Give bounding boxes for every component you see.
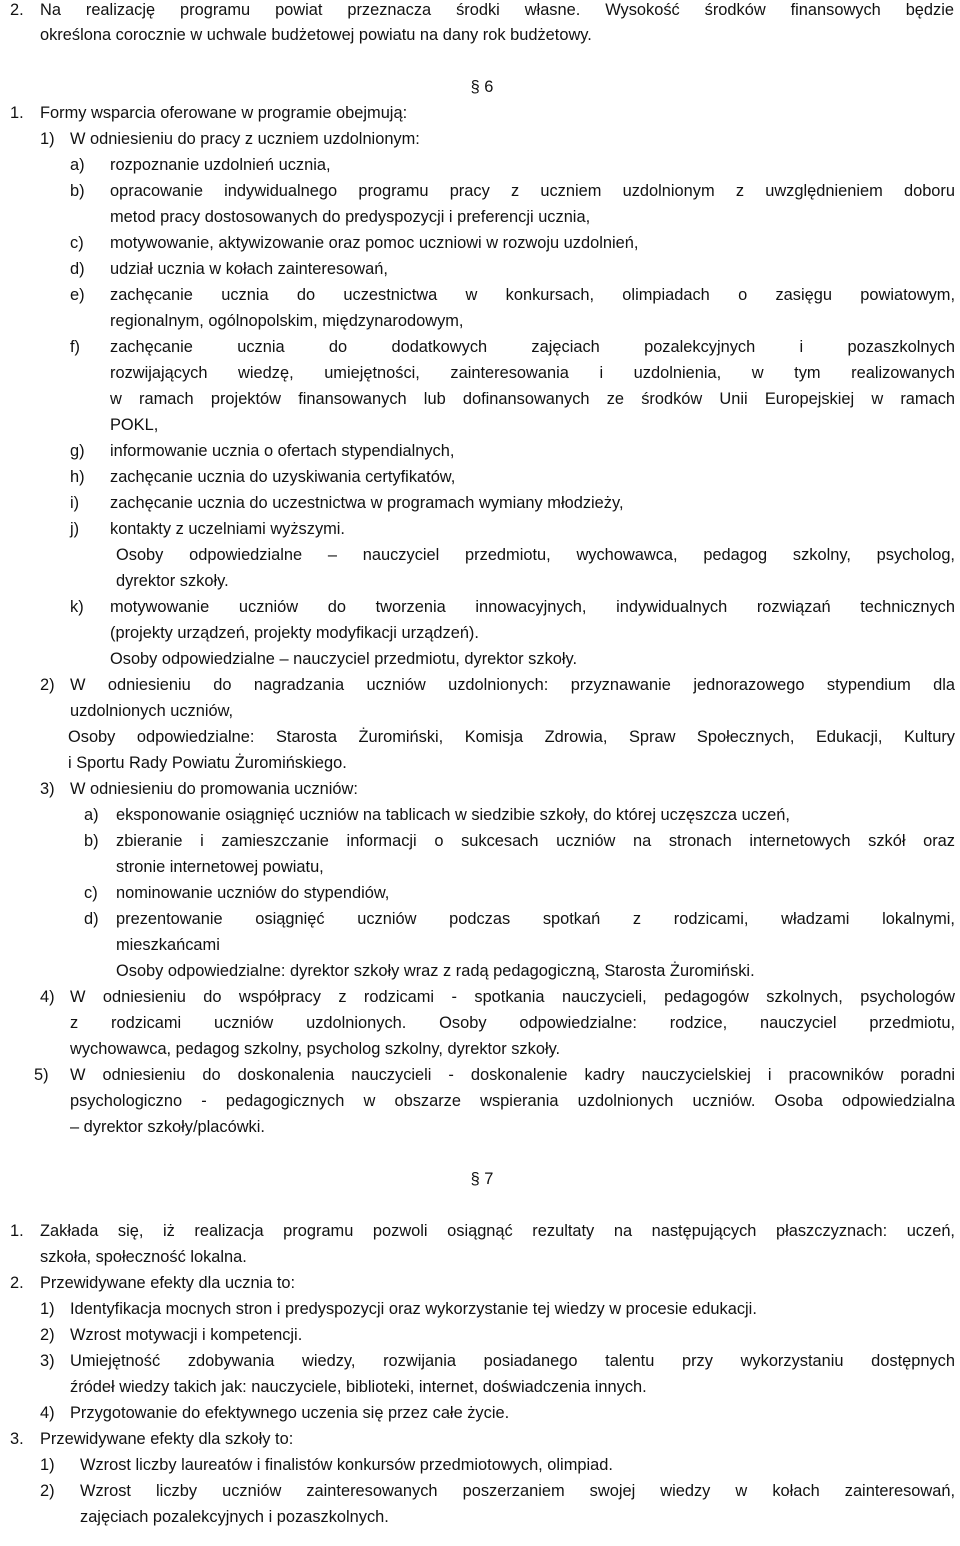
- list-item-text: Wzrost motywacji i kompetencji.: [70, 1326, 303, 1344]
- paragraph-line: Formy wsparcia oferowane w programie obejmują:: [40, 104, 408, 122]
- list-item-text: informowanie ucznia o ofertach stypendialnych,: [110, 442, 455, 460]
- list-number: 3): [40, 1352, 55, 1370]
- list-number: 2): [40, 1326, 55, 1344]
- list-number: 2): [40, 1482, 55, 1500]
- list-item-text: w ramach projektów finansowanych lub dofinansowanych ze środków Unii Europejskiej w ramach: [110, 390, 955, 408]
- paragraph-line: – dyrektor szkoły/placówki.: [70, 1118, 265, 1136]
- list-item-text: regionalnym, ogólnopolskim, międzynarodowym,: [110, 312, 464, 330]
- list-item-text: zajęciach pozalekcyjnych i pozaszkolnych.: [80, 1508, 389, 1526]
- list-item-text: źródeł wiedzy takich jak: nauczyciele, biblioteki, internet, doświadczenia innych.: [70, 1378, 647, 1396]
- paragraph-line: wychowawca, pedagog szkolny, psycholog szkolny, dyrektor szkoły.: [70, 1040, 561, 1058]
- list-number: 5): [34, 1066, 49, 1084]
- section-heading-7: § 7: [470, 1170, 494, 1188]
- paragraph-line: psychologiczno - pedagogicznych w obszarze wspierania uzdolnionych uczniów. Osoba odpowiedzialna: [70, 1092, 955, 1110]
- paragraph-line: szkoła, społeczność lokalna.: [40, 1248, 247, 1266]
- list-item-text: mieszkańcami: [116, 936, 220, 954]
- list-number: 4): [40, 988, 55, 1006]
- list-item-text: kontakty z uczelniami wyższymi.: [110, 520, 345, 538]
- list-number: 2): [40, 676, 55, 694]
- list-letter: h): [70, 468, 85, 486]
- responsible-persons: Osoby odpowiedzialne – nauczyciel przedmiotu, wychowawca, pedagog szkolny, psycholog,: [116, 546, 955, 564]
- paragraph-line: W odniesieniu do współpracy z rodzicami - spotkania nauczycieli, pedagogów szkolnych, psychologów: [70, 988, 955, 1006]
- list-number: 1.: [10, 1222, 24, 1240]
- list-number: 1): [40, 1456, 55, 1474]
- list-letter: d): [84, 910, 99, 928]
- list-number: 1): [40, 1300, 55, 1318]
- list-item-text: nominowanie uczniów do stypendiów,: [116, 884, 390, 902]
- list-item-text: metod pracy dostosowanych do predyspozycji i preferencji ucznia,: [110, 208, 591, 226]
- list-item-text: zbieranie i zamieszczanie informacji o sukcesach uczniów na stronach internetowych szkół oraz: [116, 832, 955, 850]
- list-item-text: Wzrost liczby uczniów zainteresowanych poszerzaniem swojej wiedzy w kołach zainteresowań,: [80, 1482, 955, 1500]
- paragraph-line: Na realizację programu powiat przeznacza środki własne. Wysokość środków finansowych będzie: [40, 1, 954, 19]
- list-number: 1): [40, 130, 55, 148]
- list-number: 2.: [10, 1274, 24, 1292]
- list-number: 3.: [10, 1430, 24, 1448]
- list-item-text: rozwijających wiedzę, umiejętności, zainteresowania i uzdolnienia, w tym realizowanych: [110, 364, 955, 382]
- list-letter: k): [70, 598, 84, 616]
- list-number: 3): [40, 780, 55, 798]
- paragraph-line: Przewidywane efekty dla szkoły to:: [40, 1430, 294, 1448]
- paragraph-line: Przewidywane efekty dla ucznia to:: [40, 1274, 296, 1292]
- paragraph-line: W odniesieniu do doskonalenia nauczycieli - doskonalenie kadry nauczycielskiej i pracowników poradni: [70, 1066, 955, 1084]
- paragraph-line: W odniesieniu do nagradzania uczniów uzdolnionych: przyznawanie jednorazowego stypendium dla: [70, 676, 955, 694]
- responsible-persons: Osoby odpowiedzialne: Starosta Żuromiński, Komisja Zdrowia, Spraw Społecznych, Edukacji, Kultury: [68, 728, 955, 746]
- list-item-text: (projekty urządzeń, projekty modyfikacji urządzeń).: [110, 624, 479, 642]
- list-letter: d): [70, 260, 85, 278]
- list-letter: j): [70, 520, 80, 538]
- list-item-text: Umiejętność zdobywania wiedzy, rozwijania posiadanego talentu przy wykorzystaniu dostępnych: [70, 1352, 955, 1370]
- responsible-persons: Osoby odpowiedzialne – nauczyciel przedmiotu, dyrektor szkoły.: [110, 650, 578, 668]
- list-item-text: motywowanie, aktywizowanie oraz pomoc uczniowi w rozwoju uzdolnień,: [110, 234, 639, 252]
- list-item-text: udział ucznia w kołach zainteresowań,: [110, 260, 388, 278]
- list-item-text: prezentowanie osiągnięć uczniów podczas spotkań z rodzicami, władzami lokalnymi,: [116, 910, 955, 928]
- list-letter: c): [84, 884, 98, 902]
- list-item-text: stronie internetowej powiatu,: [116, 858, 324, 876]
- list-item-text: zachęcanie ucznia do uzyskiwania certyfikatów,: [110, 468, 456, 486]
- list-item-text: POKL,: [110, 416, 159, 434]
- list-letter: g): [70, 442, 85, 460]
- paragraph-line: z rodzicami uczniów uzdolnionych. Osoby odpowiedzialne: rodzice, nauczyciel przedmiotu,: [70, 1014, 955, 1032]
- paragraph-line: określona corocznie w uchwale budżetowej powiatu na dany rok budżetowy.: [40, 26, 592, 44]
- list-number: 2.: [10, 1, 24, 19]
- section-heading-6: § 6: [470, 78, 494, 96]
- responsible-persons: Osoby odpowiedzialne: dyrektor szkoły wraz z radą pedagogiczną, Starosta Żuromiński.: [116, 962, 755, 980]
- list-number: 4): [40, 1404, 55, 1422]
- paragraph-line: W odniesieniu do pracy z uczniem uzdolnionym:: [70, 130, 420, 148]
- list-letter: i): [70, 494, 80, 512]
- list-letter: e): [70, 286, 85, 304]
- paragraph-line: W odniesieniu do promowania uczniów:: [70, 780, 358, 798]
- list-item-text: opracowanie indywidualnego programu pracy z uczniem uzdolnionym z uwzględnieniem doboru: [110, 182, 955, 200]
- list-letter: b): [84, 832, 99, 850]
- list-letter: f): [70, 338, 81, 356]
- list-item-text: zachęcanie ucznia do uczestnictwa w programach wymiany młodzieży,: [110, 494, 624, 512]
- paragraph-line: uzdolnionych uczniów,: [70, 702, 234, 720]
- list-item-text: rozpoznanie uzdolnień ucznia,: [110, 156, 331, 174]
- list-item-text: Wzrost liczby laureatów i finalistów konkursów przedmiotowych, olimpiad.: [80, 1456, 613, 1474]
- responsible-persons: i Sportu Rady Powiatu Żuromińskiego.: [68, 754, 347, 772]
- list-letter: c): [70, 234, 84, 252]
- list-item-text: zachęcanie ucznia do uczestnictwa w konkursach, olimpiadach o zasięgu powiatowym,: [110, 286, 955, 304]
- list-item-text: eksponowanie osiągnięć uczniów na tablicach w siedzibie szkoły, do której uczęszcza uczeń,: [116, 806, 790, 824]
- list-item-text: motywowanie uczniów do tworzenia innowacyjnych, indywidualnych rozwiązań technicznych: [110, 598, 955, 616]
- list-number: 1.: [10, 104, 24, 122]
- responsible-persons: dyrektor szkoły.: [116, 572, 229, 590]
- list-letter: a): [70, 156, 85, 174]
- list-letter: b): [70, 182, 85, 200]
- list-item-text: Identyfikacja mocnych stron i predyspozycji oraz wykorzystanie tej wiedzy w procesie edukacji.: [70, 1300, 757, 1318]
- list-item-text: zachęcanie ucznia do dodatkowych zajęciach pozalekcyjnych i pozaszkolnych: [110, 338, 955, 356]
- list-letter: a): [84, 806, 99, 824]
- list-item-text: Przygotowanie do efektywnego uczenia się przez całe życie.: [70, 1404, 510, 1422]
- paragraph-line: Zakłada się, iż realizacja programu pozwoli osiągnąć rezultaty na następujących płaszczyznach: uczeń,: [40, 1222, 955, 1240]
